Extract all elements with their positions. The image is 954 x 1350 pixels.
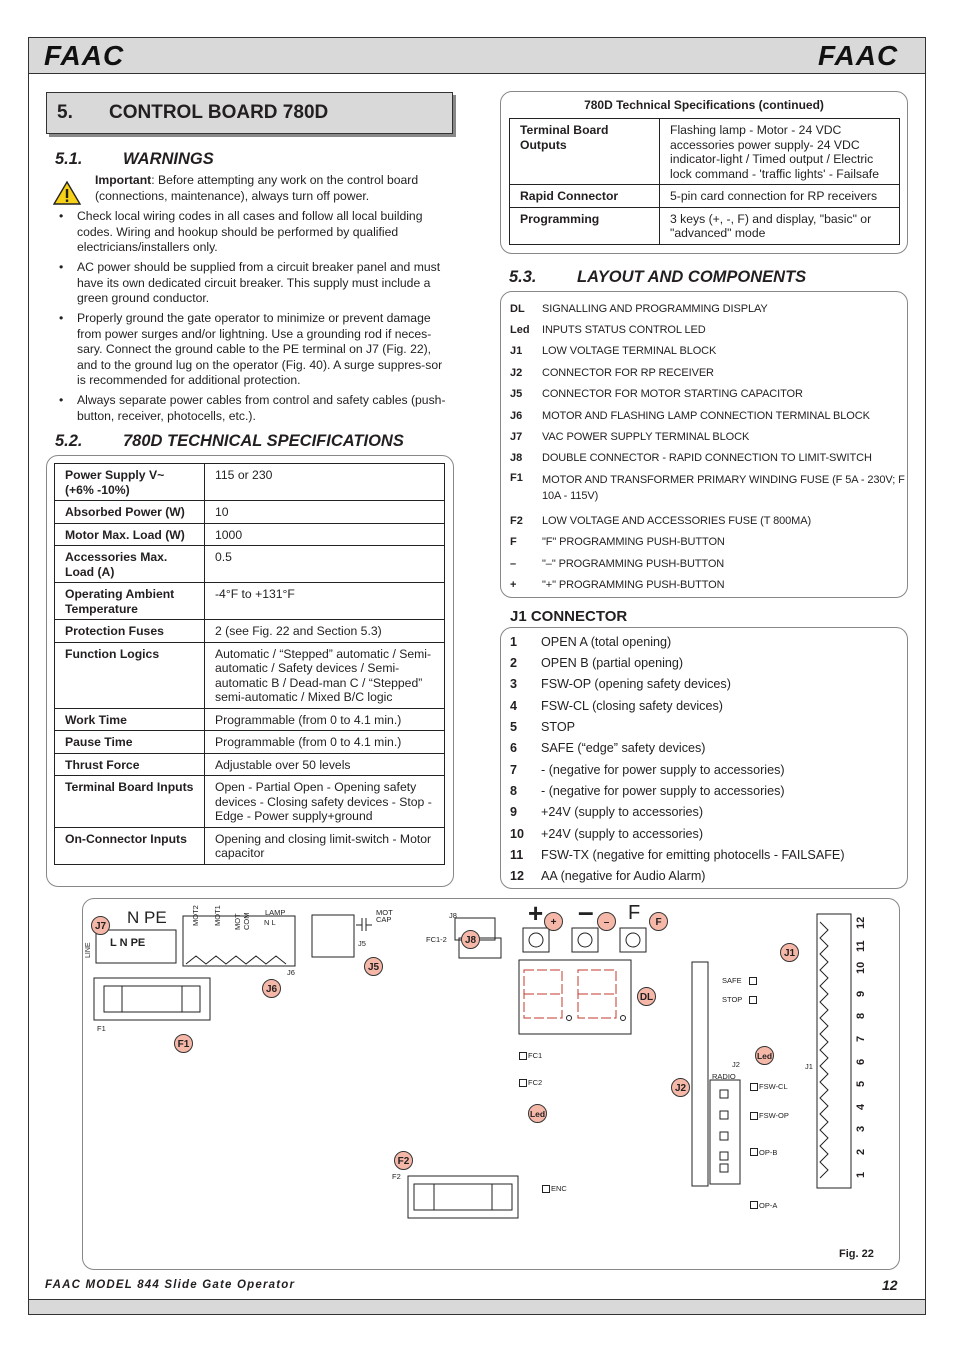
- list-item: [510, 738, 906, 759]
- terminal-number: 8: [855, 1013, 867, 1020]
- terminal-number: 11: [855, 939, 867, 952]
- fc2-label: FC2: [528, 1078, 543, 1087]
- fc1-label: FC1: [528, 1051, 543, 1060]
- table-row: [55, 776, 445, 828]
- opb-label: OP-B: [759, 1148, 778, 1157]
- tag-led-1: Led: [755, 1046, 774, 1065]
- fswcl-led-icon: [750, 1083, 758, 1091]
- item-key: 3: [510, 677, 518, 692]
- item-key: 8: [510, 784, 518, 799]
- item-key: J2: [510, 366, 523, 379]
- list-item: [510, 759, 906, 780]
- table-row: [55, 583, 445, 620]
- j1-heading: J1 CONNECTOR: [510, 608, 628, 625]
- j8-label: J8: [449, 911, 457, 920]
- opa-label: OP-A: [759, 1201, 778, 1210]
- warnings-list: [55, 209, 450, 429]
- spec-value: Opening and closing limit-switch - Motor capacitor: [205, 827, 445, 864]
- tag-f1: F1: [174, 1034, 193, 1053]
- terminal-number: 10: [855, 961, 867, 975]
- spec-key: Programming: [510, 207, 660, 244]
- item-value: "–" PROGRAMMING PUSH-BUTTON: [542, 557, 725, 570]
- item-key: J6: [510, 409, 523, 422]
- lamp-label: LAMP: [265, 908, 286, 917]
- spec-value: Flashing lamp - Motor - 24 VDC accessories power supply- 24 VDC indicator-light / Timed output / Electric lock command - 'traffic lights' - Failsafe: [660, 119, 900, 185]
- fswop-led-icon: [750, 1112, 758, 1120]
- table-row: [55, 620, 445, 643]
- logo-left: FAAC: [44, 40, 125, 71]
- list-item: [510, 674, 906, 695]
- item-key: +: [510, 578, 517, 591]
- radio-label: RADIO: [712, 1072, 736, 1081]
- list-item: [510, 319, 906, 340]
- stop-led-icon: [749, 996, 757, 1004]
- item-key: 7: [510, 762, 518, 777]
- warnings-number: 5.1.: [55, 150, 83, 168]
- item-value: MOTOR AND TRANSFORMER PRIMARY WINDING FUSE (F 5A - 230V; F 10A - 115V): [542, 474, 905, 503]
- opb-led-icon: [750, 1148, 758, 1156]
- terminal-number: 3: [855, 1126, 867, 1133]
- safe-led-icon: [749, 977, 757, 985]
- item-value: OPEN A (total opening): [541, 634, 672, 649]
- spec-value: 3 keys (+, -, F) and display, "basic" or "advanced" mode: [660, 207, 900, 244]
- figure-caption: Fig. 22: [839, 1248, 874, 1260]
- fc12-label: FC1-2: [426, 935, 447, 944]
- terminal-number: 6: [855, 1058, 867, 1065]
- specs-cont-title: 780D Technical Specifications (continued): [584, 98, 824, 112]
- specs-title: 780D TECHNICAL SPECIFICATIONS: [123, 432, 404, 450]
- f2-label: F2: [392, 1172, 401, 1181]
- mot2-label: MOT2: [191, 905, 200, 926]
- list-item: [510, 298, 906, 319]
- important-label: Important: [95, 173, 152, 187]
- terminal-number: 4: [855, 1103, 867, 1110]
- j5-label: J5: [358, 939, 366, 948]
- list-item: [510, 469, 906, 510]
- item-value: MOTOR AND FLASHING LAMP CONNECTION TERMINAL BLOCK: [542, 409, 870, 422]
- list-item: [510, 384, 906, 405]
- item-value: FSW-OP (opening safety devices): [541, 677, 731, 692]
- warnings-heading: [55, 150, 214, 169]
- section-title-text: CONTROL BOARD 780D: [109, 102, 329, 123]
- tag-j7: J7: [91, 916, 110, 935]
- item-value: "F" PROGRAMMING PUSH-BUTTON: [542, 536, 725, 549]
- section-number: 5.: [57, 102, 73, 123]
- list-item: [510, 716, 906, 737]
- list-item: [510, 802, 906, 823]
- item-value: LOW VOLTAGE AND ACCESSORIES FUSE (T 800MA): [542, 514, 812, 527]
- spec-value: 1000: [205, 523, 445, 546]
- spec-value: 115 or 230: [205, 464, 445, 501]
- list-item: [510, 574, 906, 595]
- list-item: [510, 652, 906, 673]
- table-row: [55, 501, 445, 524]
- item-value: DOUBLE CONNECTOR - RAPID CONNECTION TO LIMIT-SWITCH: [542, 452, 872, 465]
- item-key: 9: [510, 805, 518, 820]
- warnings-title: WARNINGS: [123, 150, 214, 168]
- item-key: 1: [510, 634, 518, 649]
- specs-table: [54, 463, 445, 865]
- important-note: [95, 173, 450, 204]
- line-label: LINE: [85, 942, 92, 958]
- table-row: [55, 827, 445, 864]
- item-value: STOP: [541, 720, 576, 735]
- nl-label: N L: [264, 918, 276, 927]
- tag-dl: DL: [637, 987, 656, 1006]
- list-item: [510, 823, 906, 844]
- terminal-number: 12: [855, 916, 867, 929]
- layout-number: 5.3.: [509, 268, 537, 286]
- list-item: [510, 631, 906, 652]
- item-key: F1: [510, 472, 523, 485]
- table-row: [55, 546, 445, 583]
- spec-value: 0.5: [205, 546, 445, 583]
- spec-key: Power Supply V~ (+6% -10%): [55, 464, 205, 501]
- list-item: • Always separate power cables from control and safety cables (push-button, receiver, photocells, etc.).: [55, 393, 450, 424]
- table-row: [510, 185, 900, 208]
- item-value: CONNECTOR FOR RP RECEIVER: [542, 366, 714, 379]
- layout-list: [510, 298, 906, 596]
- table-row: [55, 523, 445, 546]
- section-title: [46, 92, 453, 134]
- spec-key: Rapid Connector: [510, 185, 660, 208]
- spec-value: Programmable (from 0 to 4.1 min.): [205, 731, 445, 754]
- footer-text: FAAC MODEL 844 Slide Gate Operator: [45, 1279, 296, 1291]
- specs-number: 5.2.: [55, 432, 83, 450]
- f1-label: F1: [97, 1024, 106, 1033]
- item-key: J8: [510, 452, 523, 465]
- logo-right: FAAC: [818, 40, 899, 71]
- tag-j8: J8: [461, 930, 480, 949]
- npe-label: N PE: [127, 908, 167, 927]
- minus-symbol: –: [578, 896, 594, 927]
- spec-key: On-Connector Inputs: [55, 827, 205, 864]
- spec-key: Terminal Board Inputs: [55, 776, 205, 828]
- terminal-numbers: [855, 915, 869, 1185]
- safe-label: SAFE: [722, 976, 742, 985]
- table-row: [55, 708, 445, 731]
- list-item: [510, 780, 906, 801]
- footer-band: [28, 1299, 926, 1315]
- list-item: [510, 448, 906, 469]
- table-row: [510, 207, 900, 244]
- item-key: F: [510, 536, 517, 549]
- list-item: [510, 405, 906, 426]
- spec-key: Work Time: [55, 708, 205, 731]
- item-key: 5: [510, 720, 518, 735]
- list-item: [510, 553, 906, 574]
- tag-j6: J6: [262, 979, 281, 998]
- motcom-label: MOT COM: [233, 912, 251, 930]
- fswop-label: FSW-OP: [759, 1111, 789, 1120]
- list-item: [510, 695, 906, 716]
- header-band: [28, 37, 926, 74]
- list-item: [510, 844, 906, 865]
- item-value: - (negative for power supply to accessories): [541, 762, 785, 777]
- fc1-led-icon: [519, 1052, 527, 1060]
- motcap-label: MOT CAP: [376, 908, 393, 924]
- f-symbol: F: [628, 902, 641, 924]
- specs-cont-table: [509, 118, 900, 245]
- spec-value: 5-pin card connection for RP receivers: [660, 185, 900, 208]
- table-row: [55, 753, 445, 776]
- spec-key: Pause Time: [55, 731, 205, 754]
- plus-symbol: +: [528, 898, 544, 928]
- item-key: 12: [510, 869, 525, 884]
- tag-j2: J2: [671, 1078, 690, 1097]
- item-value: CONNECTOR FOR MOTOR STARTING CAPACITOR: [542, 388, 803, 401]
- list-item: [510, 866, 906, 887]
- table-row: [55, 642, 445, 708]
- list-item: [510, 362, 906, 383]
- table-row: [55, 464, 445, 501]
- fc2-led-icon: [519, 1079, 527, 1087]
- spec-key: Terminal Board Outputs: [510, 119, 660, 185]
- terminal-number: 1: [855, 1171, 867, 1178]
- item-key: J1: [510, 345, 523, 358]
- item-key: DL: [510, 302, 525, 315]
- terminal-number: 5: [855, 1081, 867, 1088]
- list-item: • Check local wiring codes in all cases and follow all local building codes. Wiring and hookup should be performed by qualified electricians/installers only.: [55, 209, 450, 256]
- spec-value: 2 (see Fig. 22 and Section 5.3): [205, 620, 445, 643]
- spec-value: -4°F to +131°F: [205, 583, 445, 620]
- item-value: FSW-TX (negative for emitting photocells - FAILSAFE): [541, 848, 845, 863]
- enc-led-icon: [542, 1185, 550, 1193]
- tag-plus: +: [544, 912, 563, 931]
- tag-j1: J1: [780, 943, 799, 962]
- spec-key: Absorbed Power (W): [55, 501, 205, 524]
- list-item: [510, 532, 906, 553]
- terminal-number: 2: [855, 1148, 867, 1155]
- item-value: LOW VOLTAGE TERMINAL BLOCK: [542, 345, 717, 358]
- spec-value: Automatic / “Stepped” automatic / Semi-automatic / Safety devices / Semi-automatic B / Dead-man C / “Stepped” semi-automatic / Mixed B/C logic: [205, 642, 445, 708]
- list-item: [510, 510, 906, 531]
- item-key: 2: [510, 656, 518, 671]
- item-key: 10: [510, 826, 525, 841]
- layout-heading: [509, 268, 806, 287]
- tag-f: F: [649, 912, 668, 931]
- terminal-number: 7: [855, 1035, 867, 1042]
- item-value: - (negative for power supply to accessories): [541, 784, 785, 799]
- spec-key: Accessories Max. Load (A): [55, 546, 205, 583]
- item-key: 6: [510, 741, 518, 756]
- spec-key: Protection Fuses: [55, 620, 205, 643]
- warning-triangle-icon: [53, 180, 81, 206]
- lnpe-label: L N PE: [110, 937, 146, 949]
- item-value: SIGNALLING AND PROGRAMMING DISPLAY: [542, 302, 768, 315]
- item-value: FSW-CL (closing safety devices): [541, 698, 723, 713]
- spec-value: 10: [205, 501, 445, 524]
- j2-label: J2: [732, 1060, 740, 1069]
- item-key: 4: [510, 698, 518, 713]
- item-value: +24V (supply to accessories): [541, 805, 704, 820]
- item-value: SAFE (“edge” safety devices): [541, 741, 706, 756]
- list-item: • AC power should be supplied from a circuit breaker panel and must have its own dedicated circuit breaker. This supply must include a green ground conductor.: [55, 260, 450, 307]
- mot1-label: MOT1: [213, 905, 222, 926]
- item-key: J7: [510, 431, 523, 444]
- j1-board-label: J1: [805, 1062, 813, 1071]
- item-key: –: [510, 557, 517, 570]
- important-text: : Before attempting any work on the control board (connections, maintenance), always turn off power.: [95, 173, 419, 203]
- item-value: "+" PROGRAMMING PUSH-BUTTON: [542, 578, 725, 591]
- tag-minus: –: [597, 912, 616, 931]
- item-value: AA (negative for Audio Alarm): [541, 869, 706, 884]
- table-row: [510, 119, 900, 185]
- tag-f2: F2: [394, 1151, 413, 1170]
- item-key: 11: [510, 848, 524, 863]
- item-value: INPUTS STATUS CONTROL LED: [542, 324, 706, 337]
- terminal-number: 9: [855, 990, 867, 997]
- spec-value: Open - Partial Open - Opening safety devices - Closing safety devices - Stop - Edge - Power supply+ground: [205, 776, 445, 828]
- list-item: [510, 426, 906, 447]
- spec-key: Motor Max. Load (W): [55, 523, 205, 546]
- list-item: [510, 341, 906, 362]
- spec-value: Programmable (from 0 to 4.1 min.): [205, 708, 445, 731]
- page-number: 12: [882, 1277, 898, 1293]
- enc-label: ENC: [551, 1184, 567, 1193]
- spec-key: Function Logics: [55, 642, 205, 708]
- j1-list: [510, 631, 906, 887]
- item-key: Led: [510, 324, 530, 337]
- table-row: [55, 731, 445, 754]
- item-value: VAC POWER SUPPLY TERMINAL BLOCK: [542, 431, 750, 444]
- stop-label: STOP: [722, 995, 743, 1004]
- j6-label: J6: [287, 968, 295, 977]
- item-value: +24V (supply to accessories): [541, 826, 704, 841]
- list-item: • Properly ground the gate operator to minimize or prevent damage from power surges and/or lightning. Use a grounding rod if neces-sary. Connect the ground cable to the PE terminal on J7 (Fig. 22), and to the ground lug on the operator (Fig. 40). A surge suppres-sor is recommended for additional protection.: [55, 311, 450, 389]
- item-value: OPEN B (partial opening): [541, 656, 684, 671]
- spec-key: Thrust Force: [55, 753, 205, 776]
- spec-key: Operating Ambient Temperature: [55, 583, 205, 620]
- spec-value: Adjustable over 50 levels: [205, 753, 445, 776]
- tag-led-2: Led: [528, 1104, 547, 1123]
- specs-heading: [55, 432, 404, 451]
- layout-title: LAYOUT AND COMPONENTS: [577, 268, 807, 286]
- item-key: F2: [510, 514, 523, 527]
- item-key: J5: [510, 388, 523, 401]
- fswcl-label: FSW-CL: [759, 1082, 788, 1091]
- tag-j5: J5: [364, 957, 383, 976]
- opa-led-icon: [750, 1201, 758, 1209]
